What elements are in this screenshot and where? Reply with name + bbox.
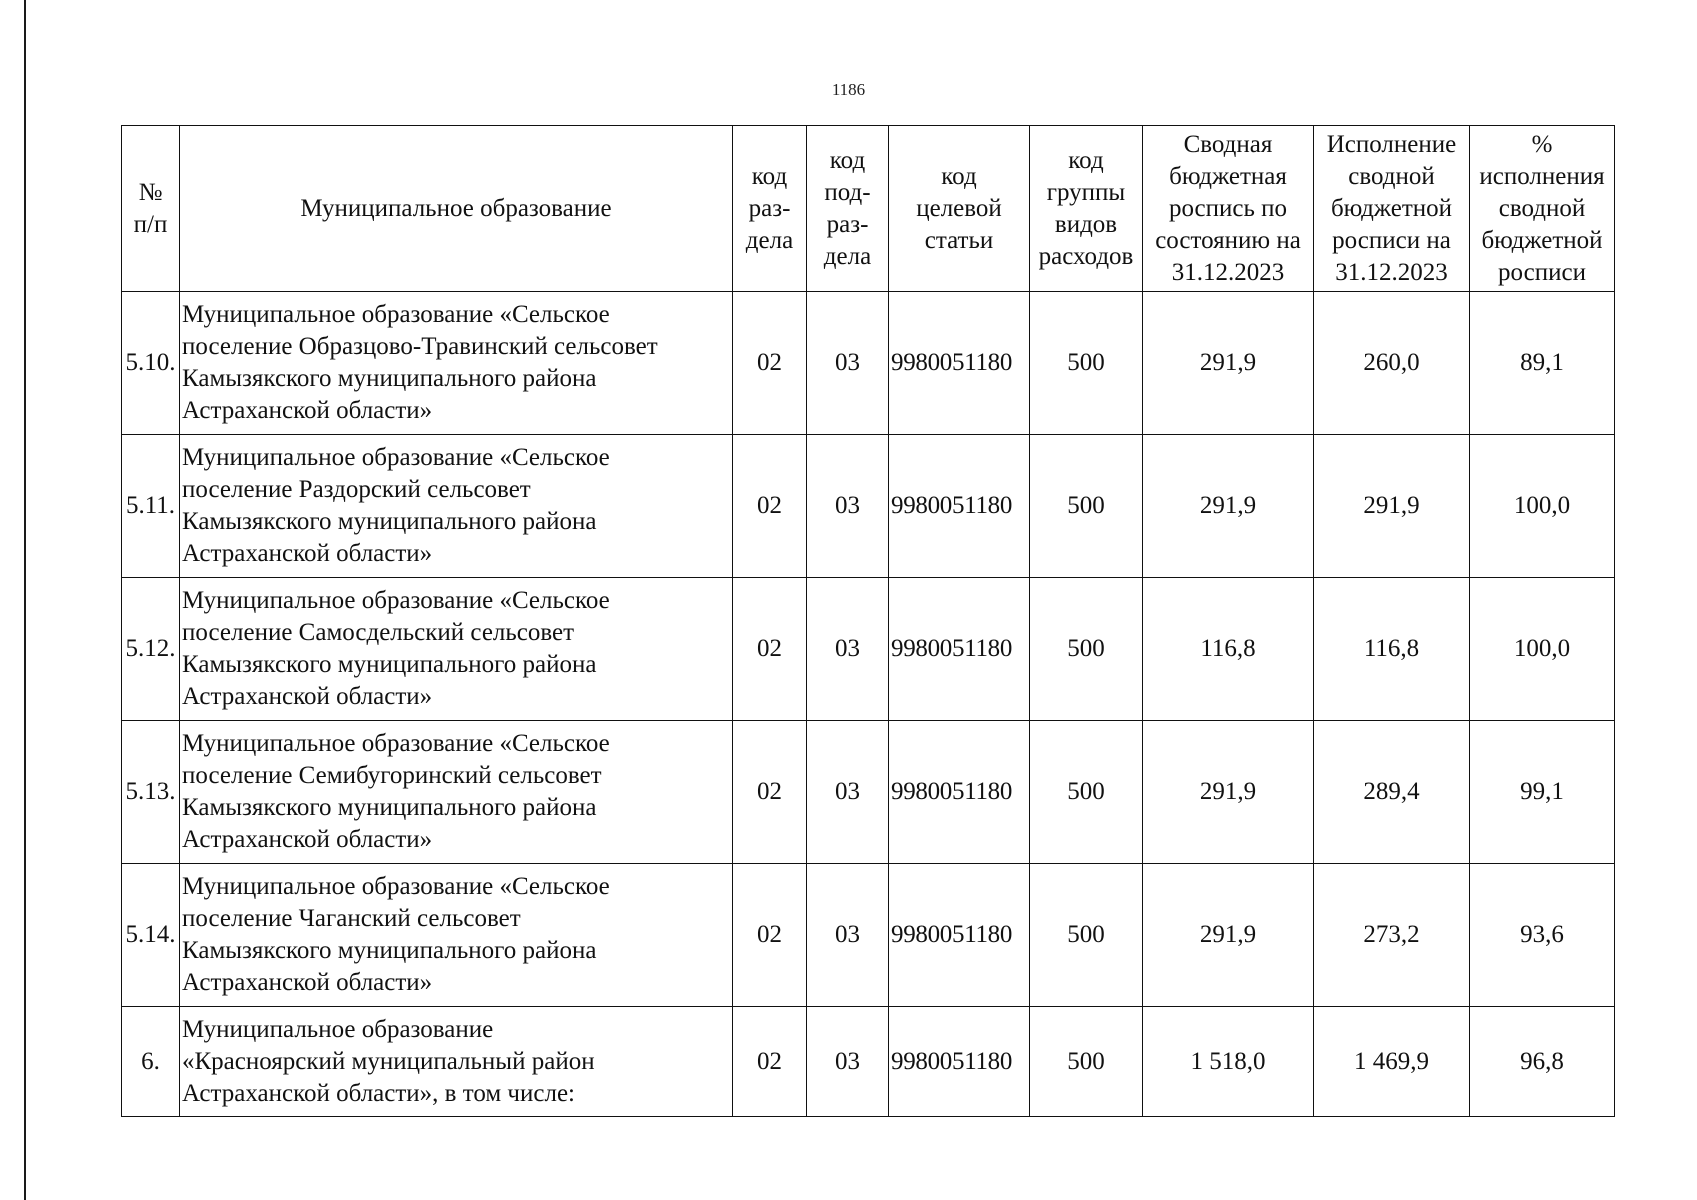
cell-pct: 96,8 (1470, 1007, 1615, 1117)
cell-text-line: Муниципальное образование «Сельское (182, 301, 610, 328)
cell-text-line: Камызякского муниципального района (182, 651, 597, 678)
cell-text-line: Астраханской области», в том числе: (182, 1079, 575, 1107)
cell-num: 5.12. (122, 578, 180, 721)
cell-text-line: Камызякского муниципального района (182, 365, 597, 392)
cell-text-line: Астраханской области» (182, 683, 433, 710)
cell-razdel: 02 (733, 292, 807, 435)
cell-text-line: Муниципальное образование «Сельское (182, 873, 610, 900)
cell-text-line: код (941, 162, 977, 190)
cell-text-line: росписи (1498, 258, 1586, 286)
cell-razdel: 02 (733, 864, 807, 1007)
cell-text-line: поселение Самосдельский сельсовет (182, 619, 575, 646)
header-target (889, 126, 1030, 292)
cell-text-line: состоянию на (1155, 226, 1301, 254)
cell-num: 5.14. (122, 864, 180, 1007)
cell-razdel: 02 (733, 1007, 807, 1117)
cell-target: 9980051180 (889, 292, 1030, 435)
header-group (1030, 126, 1143, 292)
header-podrazdel (807, 126, 889, 292)
cell-target: 9980051180 (889, 721, 1030, 864)
cell-name (180, 721, 733, 864)
cell-text-line: «Красноярский муниципальный район (182, 1047, 595, 1075)
cell-text-line: Астраханской области» (182, 826, 433, 853)
cell-plan: 116,8 (1143, 578, 1314, 721)
cell-exec: 260,0 (1314, 292, 1470, 435)
cell-text-line: поселение Семибугоринский сельсовет (182, 762, 602, 789)
cell-text-line: раз- (826, 210, 869, 238)
cell-razdel: 02 (733, 721, 807, 864)
cell-text-line: статьи (924, 226, 994, 254)
left-margin-line (24, 0, 26, 1200)
header-num (122, 126, 180, 292)
cell-text-line: росписи на (1332, 226, 1451, 254)
cell-podrazdel: 03 (807, 864, 889, 1007)
cell-text-line: под- (824, 178, 871, 206)
cell-name (180, 1007, 733, 1117)
header-plan (1143, 126, 1314, 292)
header-razdel (733, 126, 807, 292)
budget-execution-table (121, 125, 1615, 1117)
cell-podrazdel: 03 (807, 1007, 889, 1117)
cell-pct: 100,0 (1470, 578, 1615, 721)
cell-text-line: 31.12.2023 (1335, 258, 1448, 286)
cell-text-line: Муниципальное образование «Сельское (182, 444, 610, 471)
cell-text-line: % (1531, 130, 1553, 158)
cell-target: 9980051180 (889, 864, 1030, 1007)
cell-text-line: Исполнение (1326, 130, 1457, 158)
cell-podrazdel: 03 (807, 721, 889, 864)
cell-plan: 291,9 (1143, 864, 1314, 1007)
cell-text-line: Сводная (1183, 130, 1273, 158)
header-pct (1470, 126, 1615, 292)
cell-text-line: дела (745, 226, 794, 254)
cell-text-line: раз- (748, 194, 791, 222)
cell-text-line: группы (1046, 178, 1126, 206)
cell-razdel: 02 (733, 578, 807, 721)
cell-group: 500 (1030, 578, 1143, 721)
cell-num: 5.13. (122, 721, 180, 864)
cell-group: 500 (1030, 435, 1143, 578)
table-row (122, 292, 1615, 435)
cell-text-line: бюджетная (1169, 162, 1287, 190)
cell-num: 6. (122, 1007, 180, 1117)
cell-target: 9980051180 (889, 578, 1030, 721)
cell-text-line: код (751, 162, 788, 190)
cell-group: 500 (1030, 864, 1143, 1007)
cell-text-line: видов (1054, 210, 1118, 238)
cell-text-line: поселение Раздорский сельсовет (182, 476, 531, 503)
header-name (180, 126, 733, 292)
cell-text-line: Муниципальное образование (300, 194, 612, 222)
cell-text-line: № (138, 178, 163, 206)
cell-podrazdel: 03 (807, 435, 889, 578)
table-row (122, 864, 1615, 1007)
cell-text-line: Муниципальное образование «Сельское (182, 730, 610, 757)
cell-podrazdel: 03 (807, 292, 889, 435)
cell-pct: 93,6 (1470, 864, 1615, 1007)
cell-text-line: код (829, 146, 866, 174)
cell-text-line: Камызякского муниципального района (182, 937, 597, 964)
cell-text-line: Астраханской области» (182, 969, 433, 996)
cell-text-line: сводной (1498, 194, 1586, 222)
cell-text-line: код (1068, 146, 1104, 174)
cell-text-line: Астраханской области» (182, 397, 433, 424)
cell-text-line: расходов (1038, 242, 1134, 270)
page-number: 1186 (831, 80, 866, 99)
table-row (122, 721, 1615, 864)
cell-text-line: Астраханской области» (182, 540, 433, 567)
cell-plan: 291,9 (1143, 292, 1314, 435)
cell-razdel: 02 (733, 435, 807, 578)
table-row (122, 578, 1615, 721)
table-row (122, 1007, 1615, 1117)
cell-name (180, 864, 733, 1007)
cell-plan: 291,9 (1143, 721, 1314, 864)
cell-text-line: Камызякского муниципального района (182, 508, 597, 535)
cell-target: 9980051180 (889, 1007, 1030, 1117)
cell-text-line: бюджетной (1481, 226, 1603, 254)
cell-exec: 273,2 (1314, 864, 1470, 1007)
cell-target: 9980051180 (889, 435, 1030, 578)
cell-text-line: исполнения (1479, 162, 1605, 190)
cell-name (180, 435, 733, 578)
cell-text-line: поселение Образцово-Травинский сельсовет (182, 333, 658, 360)
cell-num: 5.10. (122, 292, 180, 435)
cell-text-line: Муниципальное образование «Сельское (182, 587, 610, 614)
cell-pct: 100,0 (1470, 435, 1615, 578)
cell-text-line: поселение Чаганский сельсовет (182, 905, 521, 932)
cell-name (180, 292, 733, 435)
cell-plan: 291,9 (1143, 435, 1314, 578)
cell-text-line: целевой (916, 194, 1002, 222)
cell-text-line: 31.12.2023 (1171, 258, 1285, 286)
header-exec (1314, 126, 1470, 292)
cell-text-line: бюджетной (1330, 194, 1453, 222)
cell-exec: 291,9 (1314, 435, 1470, 578)
cell-pct: 99,1 (1470, 721, 1615, 864)
cell-text-line: п/п (133, 210, 168, 238)
cell-group: 500 (1030, 292, 1143, 435)
cell-text-line: Муниципальное образование (182, 1015, 494, 1043)
cell-text-line: сводной (1348, 162, 1435, 190)
cell-exec: 116,8 (1314, 578, 1470, 721)
cell-text-line: роспись по (1168, 194, 1288, 222)
cell-podrazdel: 03 (807, 578, 889, 721)
table-row (122, 435, 1615, 578)
cell-exec: 289,4 (1314, 721, 1470, 864)
cell-text-line: дела (823, 242, 872, 270)
cell-num: 5.11. (122, 435, 180, 578)
cell-group: 500 (1030, 1007, 1143, 1117)
cell-pct: 89,1 (1470, 292, 1615, 435)
cell-exec: 1 469,9 (1314, 1007, 1470, 1117)
table-header-row (122, 126, 1615, 292)
cell-text-line: Камызякского муниципального района (182, 794, 597, 821)
cell-group: 500 (1030, 721, 1143, 864)
cell-plan: 1 518,0 (1143, 1007, 1314, 1117)
cell-name (180, 578, 733, 721)
